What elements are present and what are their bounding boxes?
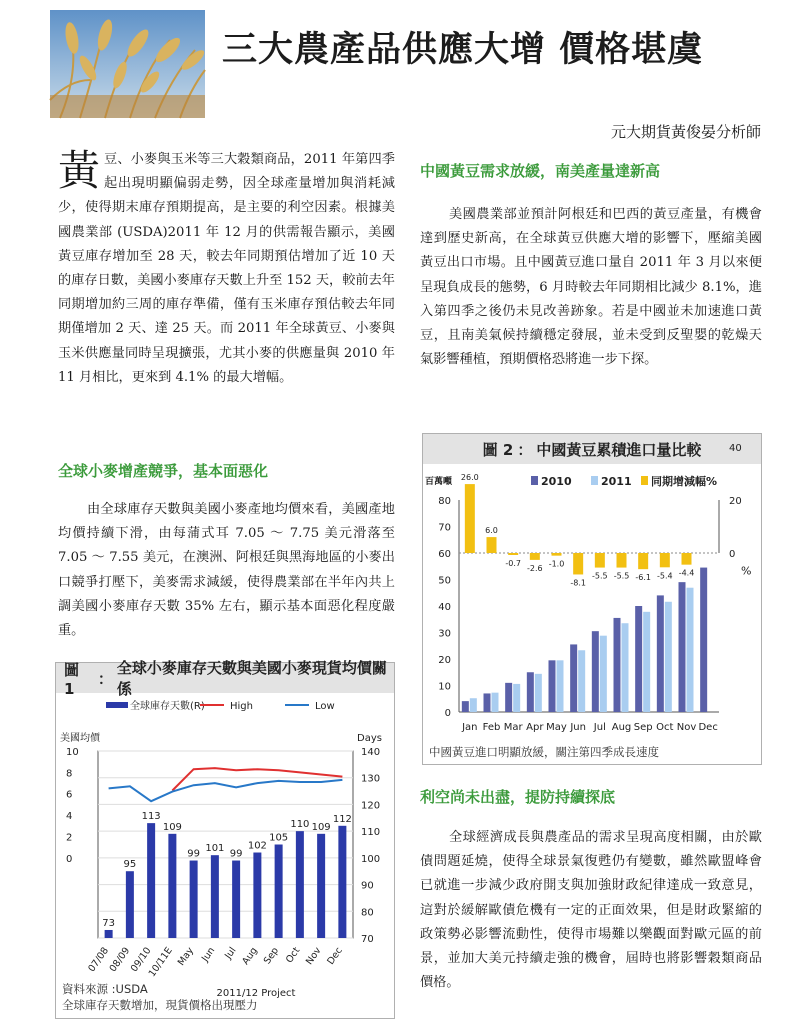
right-tick-label: 120 [361, 800, 381, 812]
data-label: 6.0 [485, 526, 498, 536]
bar-pct-change [638, 553, 648, 569]
x-tick-label: 07/08 [86, 945, 112, 975]
bar-2011 [513, 684, 520, 712]
right-tick-label: 20 [729, 496, 742, 507]
x-tick-label: Aug [240, 945, 260, 967]
data-label: -5.5 [592, 571, 608, 581]
x-tick-label: Feb [482, 722, 501, 733]
legend-swatch [531, 476, 538, 485]
series-line-high [172, 768, 342, 790]
data-label: 105 [269, 832, 289, 844]
intro-text: 豆、小麥與玉米等三大穀類商品，2011 年第四季起出現明顯偏弱走勢，因全球產量增加與消耗減少，使得期末庫存預期提高，是主要的利空因素。根據美國農業部 (USDA)2011 年 12 月的供需報告顯示，美國黃豆庫存增加至 28 天，較去年同期預估增加了近 10 天的庫存日數，美國小麥庫存天數上升至 152 天，較前去年同期增加約三周的庫存準備，僅有玉米庫存預估較去年同期僅增加 2 天、達 25 天。而 2011 年全球黃豆、小麥與玉米供應量同時呈現擴張，尤其小麥的供應量與 2010 年 11 月相比，更來到 4.1% 的最大增幅。 [58, 152, 395, 385]
bar [317, 834, 325, 938]
bar-2010 [462, 701, 469, 712]
section3-text: 全球經濟成長與農產品的需求呈現高度相關，由於歐債問題延燒，使得全球景氣復甦仍有變數，雖然歐盟峰會已就進一步減少政府開支與加強財政紀律達成一致意見，這對於緩解歐債危機有一定的正面效果，但是財政緊縮的政策勢必影響流動性，使得市場難以樂觀面對歐元區的前景，並加大美元持續走強的機會，屆時也將影響穀類商品價格。 [420, 830, 762, 991]
data-label: 110 [290, 819, 310, 831]
x-tick-label: Jan [462, 722, 478, 733]
left-tick-label: 20 [438, 655, 451, 666]
bar-pct-change [617, 553, 627, 568]
bar-pct-change [595, 553, 605, 568]
section1-heading: 全球小麥增產競爭，基本面惡化 [58, 462, 269, 480]
data-label: 95 [123, 859, 137, 871]
wheat-photo [50, 10, 205, 118]
legend-label: 2010 [541, 475, 572, 488]
section3-heading: 利空尚未出盡，提防持續探底 [420, 788, 616, 806]
author-byline: 元大期貨黃俊晏分析師 [610, 123, 761, 141]
section1-text: 由全球庫存天數與美國小麥產地均價來看，美國產地均價持續下滑，由每蒲式耳 7.05 ～ 7.75 美元滑落至 7.05 ～ 7.55 美元，在澳洲、阿根廷與黑海地區的小麥出口競爭打壓下，美麥需求減緩，使得農業部在半年內共上調美國小麥庫存天數 35% 左右，顯示基本面惡化程度嚴重。 [58, 502, 395, 639]
bar-2010 [679, 582, 686, 712]
data-label: -4.4 [678, 568, 695, 578]
legend-swatch [106, 702, 128, 708]
bar-2010 [505, 683, 512, 712]
bar [168, 834, 176, 938]
left-tick-label: 50 [438, 575, 451, 587]
figure2-colon: ： [517, 440, 533, 459]
bar-2011 [578, 650, 585, 712]
x-tick-label: Mar [503, 722, 523, 733]
figure1-colon: ： [97, 669, 113, 688]
left-tick-label: 0 [66, 853, 73, 865]
left-tick-label: 40 [438, 602, 451, 613]
data-label: -0.7 [505, 558, 521, 568]
bar-2010 [635, 606, 642, 712]
x-tick-label: Nov [676, 722, 697, 733]
data-label: 113 [141, 811, 161, 823]
plot-frame [98, 751, 353, 938]
bar-2011 [535, 674, 542, 712]
right-tick-label: 40 [729, 443, 742, 454]
bar-2011 [665, 602, 672, 712]
legend-label: High [230, 701, 253, 712]
data-label: 26.0 [460, 473, 479, 483]
bar-2011 [557, 660, 564, 712]
x-tick-label: May [546, 722, 567, 733]
legend-swatch [591, 476, 598, 485]
bar-2010 [614, 618, 621, 712]
x-tick-label: Nov [303, 945, 324, 967]
bar-pct-change [487, 537, 497, 553]
x-tick-label: Jul [593, 722, 606, 733]
bar [296, 831, 304, 938]
x-tick-label: Sep [261, 945, 282, 967]
x-tick-label: Jun [570, 722, 586, 733]
bar-pct-change [660, 553, 670, 567]
bar-2010 [570, 644, 577, 712]
x-tick-label: Sep [633, 722, 653, 733]
data-label: 99 [229, 848, 243, 860]
left-tick-label: 60 [438, 549, 451, 560]
data-label: -5.4 [657, 571, 673, 581]
data-label: -2.6 [527, 563, 543, 573]
section2-heading: 中國黃豆需求放緩，南美產量達新高 [420, 162, 661, 180]
right-tick-label: 70 [361, 934, 374, 945]
bar-pct-change [573, 553, 583, 574]
x-axis-label: 2011/12 Project [216, 988, 296, 999]
drop-cap: 黃 [58, 146, 101, 195]
bar [253, 853, 261, 938]
bar-2010 [549, 660, 556, 712]
x-tick-label: 09/10 [128, 945, 154, 975]
bar-pct-change [465, 484, 475, 553]
bar-2011 [687, 588, 694, 712]
left-axis-label: 美國均價 [60, 733, 100, 744]
right-tick-label: 90 [361, 880, 374, 892]
left-tick-label: 2 [66, 832, 73, 844]
bar-pct-change [508, 553, 518, 555]
bar-pct-change [682, 553, 692, 565]
x-tick-label: Aug [611, 722, 632, 733]
legend-swatch [641, 476, 648, 485]
right-tick-label: 100 [361, 853, 381, 865]
left-tick-label: 10 [438, 681, 451, 693]
bar-2010 [657, 595, 664, 712]
figure1-label: 圖 1 [64, 660, 80, 698]
data-label: 109 [311, 821, 331, 833]
series-line-low [109, 780, 343, 801]
page-title: 三大農產品供應大增 價格堪虞 [222, 30, 704, 70]
x-tick-label: Oct [283, 945, 303, 966]
data-label: 73 [102, 917, 115, 929]
bar [126, 871, 134, 938]
left-tick-label: 8 [66, 768, 73, 780]
bar [275, 845, 283, 939]
right-tick-label: 80 [361, 907, 374, 919]
left-tick-label: 4 [66, 811, 73, 823]
data-label: -6.1 [635, 573, 651, 583]
x-tick-label: Dec [698, 722, 718, 733]
bar-2010 [527, 672, 534, 712]
figure1-titlebar [56, 659, 394, 698]
figure2-title: 中國黃豆累積進口量比較 [536, 440, 702, 459]
right-tick-label: 140 [361, 747, 381, 758]
bar [147, 823, 155, 938]
data-label: -8.1 [570, 578, 586, 588]
data-label: 101 [205, 843, 225, 855]
left-tick-label: 0 [444, 708, 451, 719]
bar-2010 [592, 631, 599, 712]
right-tick-label: 130 [361, 773, 381, 785]
left-axis-label: 百萬噸 [425, 477, 453, 487]
bar-2010 [484, 693, 491, 712]
bar [338, 826, 346, 938]
bar-pct-change [552, 553, 562, 556]
legend-label: 2011 [601, 475, 632, 488]
right-tick-label: 0 [729, 549, 736, 560]
left-tick-label: 80 [438, 496, 451, 507]
bar-pct-change [530, 553, 540, 560]
figure1-source: 資料來源 :USDA [62, 982, 148, 996]
left-tick-label: 70 [438, 522, 451, 534]
bar-2011 [470, 698, 477, 712]
intro-paragraph [58, 148, 395, 448]
section2-text: 美國農業部並預計阿根廷和巴西的黃豆產量，有機會達到歷史新高，在全球黃豆供應大增的影響下，壓縮美國黃豆出口市場。且中國黃豆進口量自 2011 年 3 月以來便呈現負成長的態勢，6 月時較去年同期相比減少 8.1%，進入第四季之後仍未見改善跡象。若是中國並未加速進口黃豆，且南美氣候持續穩定發展，並未受到反聖嬰的乾燥天氣影響種植，預期價格恐將進一步下探。 [420, 207, 762, 368]
figure2 [422, 433, 762, 765]
legend-label: 全球庫存天數(R) [130, 701, 205, 712]
right-axis-label: Days [357, 733, 382, 744]
bar-2010 [700, 568, 707, 712]
legend-label: 同期增減幅% [651, 475, 718, 488]
data-label: 112 [332, 813, 352, 825]
bar [105, 930, 113, 938]
x-tick-label: Dec [325, 945, 345, 967]
left-tick-label: 6 [66, 789, 73, 801]
data-label: 109 [162, 821, 182, 833]
figure1 [55, 659, 395, 1019]
data-label: -1.0 [548, 559, 565, 569]
bar-2011 [622, 623, 629, 712]
data-label: 99 [187, 848, 200, 860]
x-tick-label: 10/11E [146, 945, 175, 980]
figure2-label: 圖 2 [482, 440, 514, 459]
figure2-titlebar [423, 434, 761, 464]
bar [211, 855, 219, 938]
bar-2011 [643, 612, 650, 712]
data-label: -5.5 [613, 571, 630, 581]
x-tick-label: May [175, 945, 197, 968]
x-tick-label: 08/09 [107, 945, 133, 975]
figure1-caption: 全球庫存天數增加，現貨價格出現壓力 [62, 998, 258, 1012]
bar-2011 [600, 636, 607, 712]
legend-label: Low [315, 701, 335, 712]
right-tick-label: 110 [361, 827, 381, 839]
left-tick-label: 10 [66, 747, 79, 758]
bar-2011 [492, 693, 499, 712]
figure1-title: 全球小麥庫存天數與美國小麥現貨均價關係 [116, 659, 387, 698]
data-label: 102 [247, 840, 267, 852]
bar [232, 861, 240, 938]
right-axis-label: % [741, 564, 752, 578]
left-tick-label: 30 [438, 628, 451, 640]
bar [190, 861, 198, 938]
x-tick-label: Oct [656, 722, 674, 733]
figure2-caption: 中國黃豆進口明顯放緩，關注第四季成長速度 [429, 745, 659, 759]
x-tick-label: Jun [199, 945, 218, 964]
x-tick-label: Apr [526, 722, 544, 733]
x-tick-label: Jul [222, 945, 239, 962]
